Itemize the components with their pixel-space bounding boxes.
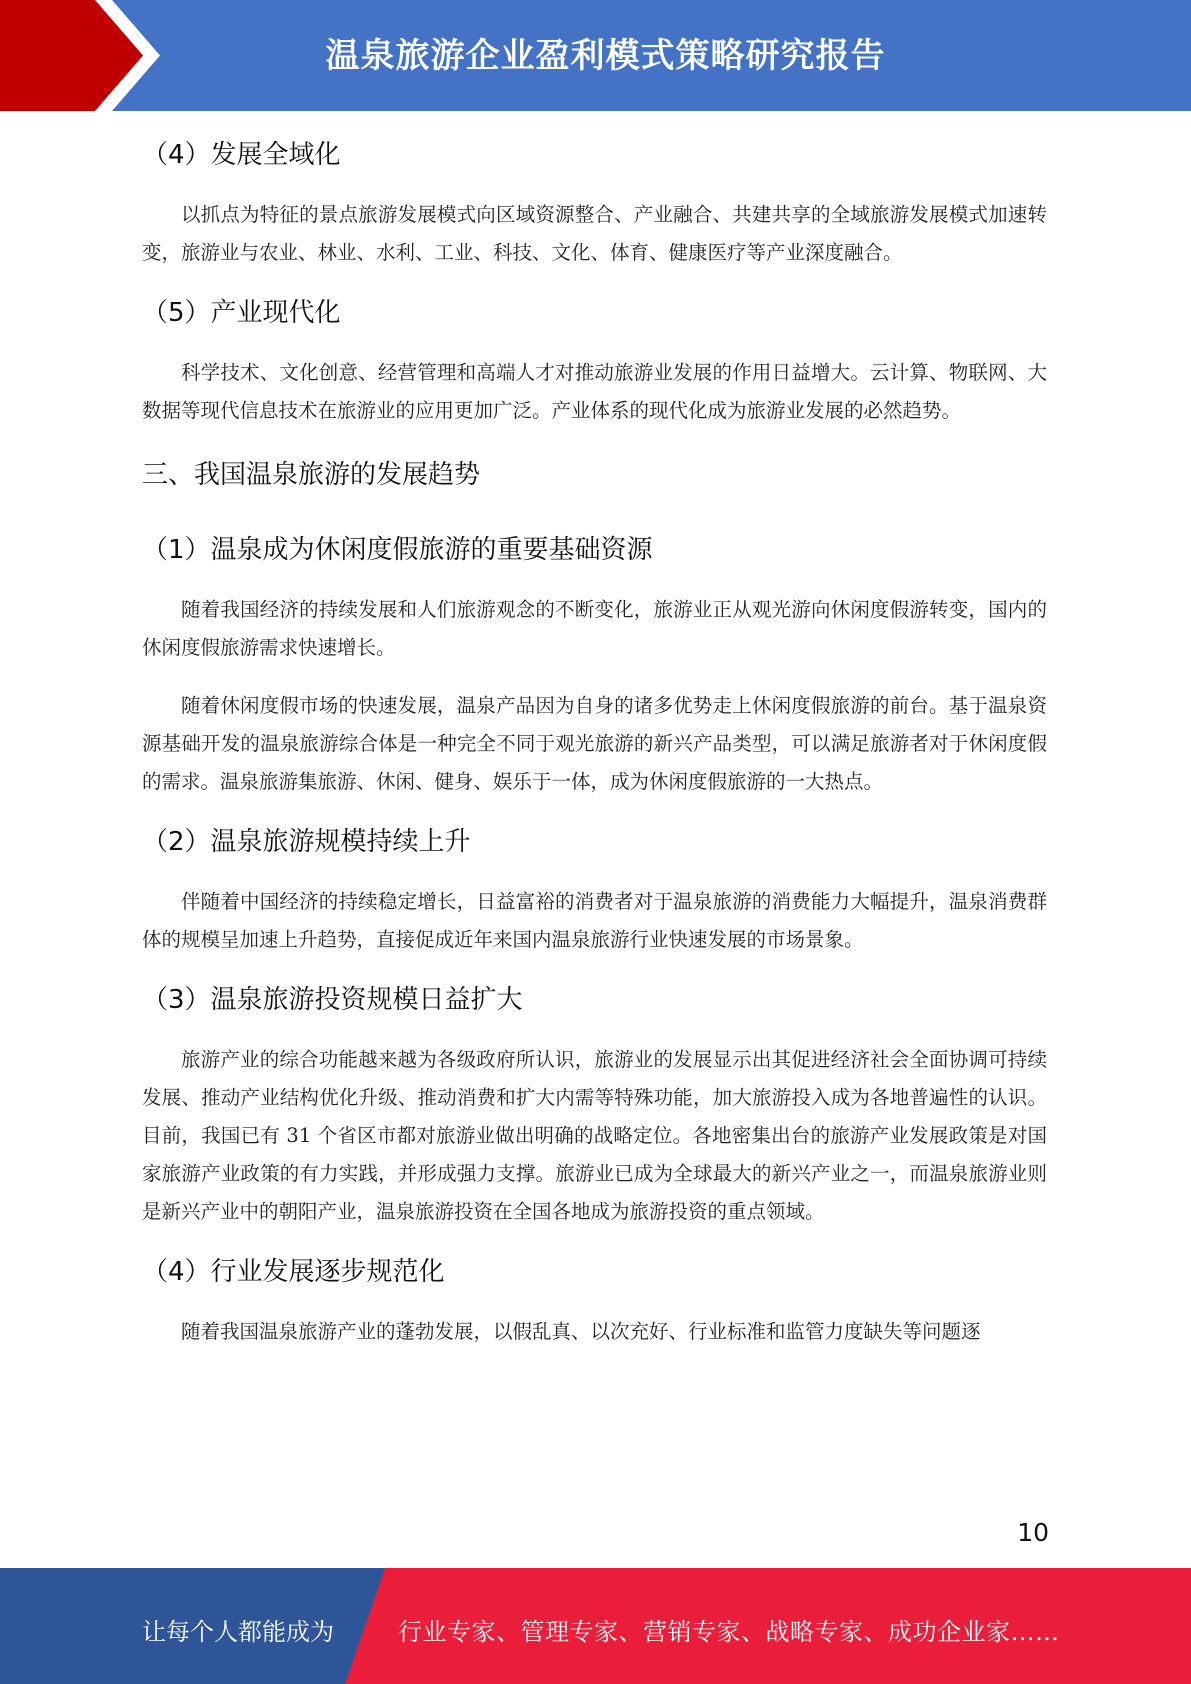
section-heading-trends: 三、我国温泉旅游的发展趋势 [142, 460, 481, 490]
subheading-standardization: （4）行业发展逐步规范化 [142, 1257, 445, 1287]
subheading-modernization: （5）产业现代化 [142, 298, 341, 328]
report-title: 温泉旅游企业盈利模式策略研究报告 [325, 36, 886, 76]
subheading-investment: （3）温泉旅游投资规模日益扩大 [142, 985, 523, 1015]
page-header [0, 0, 1191, 111]
page-number: 10 [1017, 1518, 1049, 1547]
paragraph-globalization: 以抓点为特征的景点旅游发展模式向区域资源整合、产业融合、共建共享的全域旅游发展模式加速转变，旅游业与农业、林业、水利、工业、科技、文化、体育、健康医疗等产业深度融合。 [142, 203, 1047, 264]
paragraph-leisure-demand: 随着我国经济的持续发展和人们旅游观念的不断变化，旅游业正从观光游向休闲度假游转变，国内的休闲度假旅游需求快速增长。 [142, 598, 1047, 659]
paragraph-scale-growth: 伴随着中国经济的持续稳定增长，日益富裕的消费者对于温泉旅游的消费能力大幅提升，温泉消费群体的规模呈加速上升趋势，直接促成近年来国内温泉旅游行业快速发展的市场景象。 [142, 890, 1047, 951]
paragraph-standardization: 随着我国温泉旅游产业的蓬勃发展，以假乱真、以次充好、行业标准和监管力度缺失等问题逐 [181, 1320, 981, 1343]
paragraph-leisure-market: 随着休闲度假市场的快速发展，温泉产品因为自身的诸多优势走上休闲度假旅游的前台。基于温泉资源基础开发的温泉旅游综合体是一种完全不同于观光旅游的新兴产品类型，可以满足旅游者对于休闲度假的需求。温泉旅游集旅游、休闲、健身、娱乐于一体，成为休闲度假旅游的一大热点。 [142, 694, 1047, 793]
document-body [142, 120, 1047, 1351]
subheading-scale-growth: （2）温泉旅游规模持续上升 [142, 827, 471, 857]
paragraph-investment: 旅游产业的综合功能越来越为各级政府所认识，旅游业的发展显示出其促进经济社会全面协调可持续发展、推动产业结构优化升级、推动消费和扩大内需等特殊功能，加大旅游投入成为各地普遍性的认识。目前，我国已有 31 个省区市都对旅游业做出明确的战略定位。各地密集出台的旅游产业发展政策是对国家旅游产业政策的有力实践，并形成强力支撑。旅游业已成为全球最大的新兴产业之一，而温泉旅游业则是新兴产业中的朝阳产业，温泉旅游投资在全国各地成为旅游投资的重点领域。 [142, 1048, 1047, 1223]
subheading-leisure-resource: （1）温泉成为休闲度假旅游的重要基础资源 [142, 535, 653, 565]
paragraph-modernization: 科学技术、文化创意、经营管理和高端人才对推动旅游业发展的作用日益增大。云计算、物联网、大数据等现代信息技术在旅游业的应用更加广泛。产业体系的现代化成为旅游业发展的必然趋势。 [142, 361, 1047, 422]
footer-slogan-left: 让每个人都能成为 [142, 1618, 334, 1646]
footer-slogan-right: 行业专家、管理专家、营销专家、战略专家、成功企业家…… [398, 1618, 1060, 1646]
page-footer [0, 1568, 1191, 1684]
subheading-globalization: （4）发展全域化 [142, 140, 341, 170]
